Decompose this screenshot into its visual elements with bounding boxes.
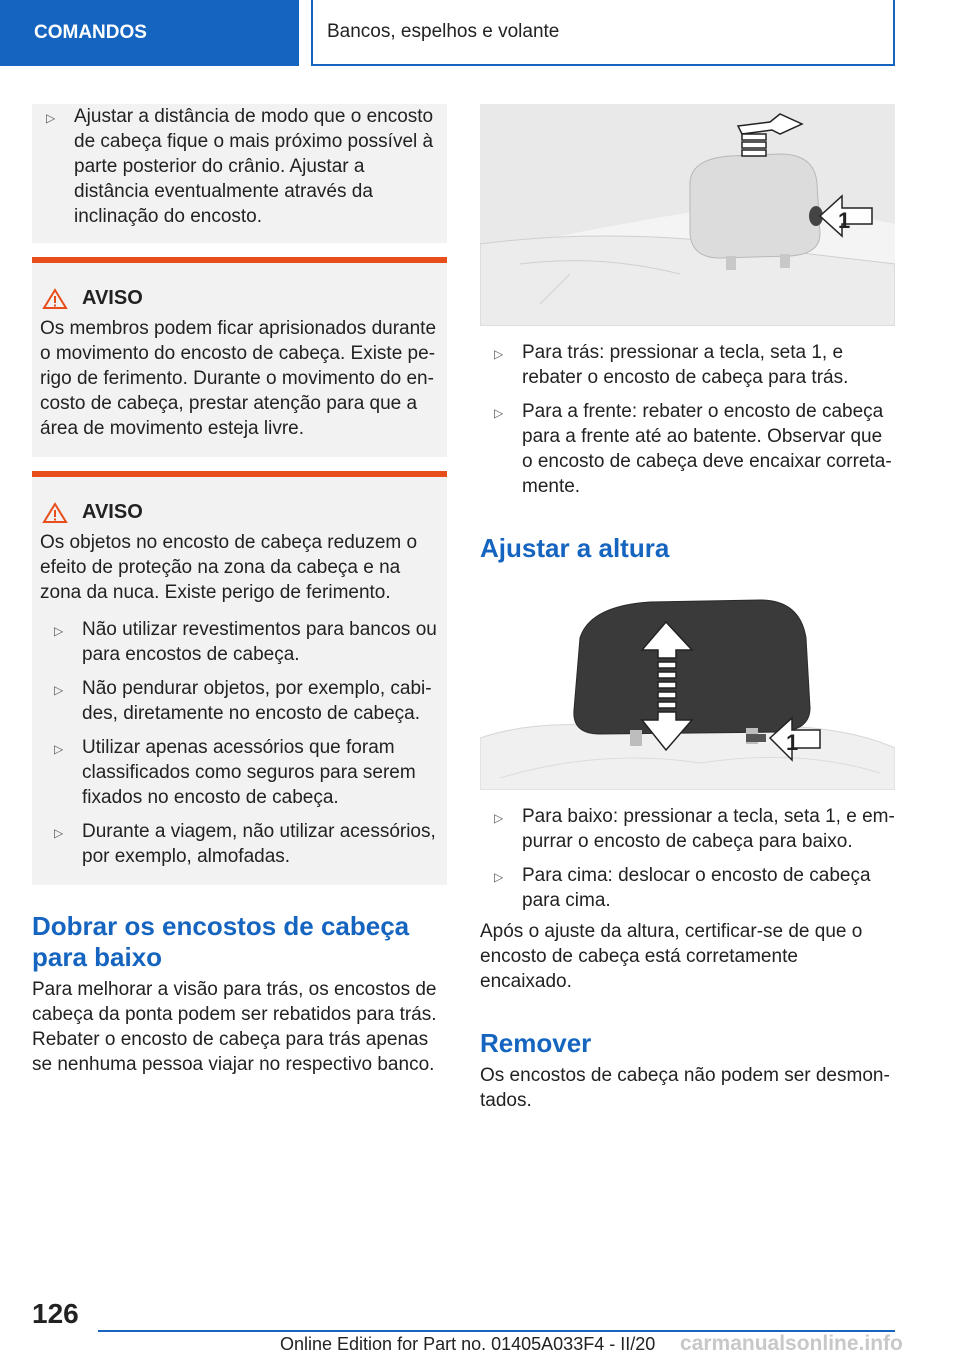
triangle-bullet-icon: ▷ [494, 811, 504, 825]
list-item: ▷ Para baixo: pressionar a tecla, seta 1, e empurrar o encosto de cabeça para baixo. [494, 806, 895, 852]
left-column [32, 104, 447, 1077]
list-item: ▷ Não pendurar objetos, por exemplo, cabides, diretamente no encosto de cabeça. [54, 678, 432, 724]
list-item: ▷ Utilizar apenas acessórios que foram classificados como seguros para serem fixados no encosto de cabeça. [54, 737, 416, 808]
section-heading: Dobrar os encostos de cabeça para baixo [32, 911, 410, 972]
triangle-bullet-icon: ▷ [54, 624, 64, 638]
figure-callout-label: 1 [786, 730, 799, 755]
triangle-bullet-icon: ▷ [54, 742, 64, 756]
list-item: ▷ Não utilizar revestimentos para bancos ou para encostos de cabeça. [54, 619, 437, 665]
watermark: carmanualsonline.info [680, 1332, 903, 1355]
warning-heading: AVISO [40, 287, 439, 310]
warning-triangle-icon [42, 288, 68, 310]
list-item: ▷ Para a frente: rebater o encosto de cabeça para a frente até ao batente. Observar que o encosto de cabeça deve encaixar corretamente. [494, 401, 892, 497]
section-heading: Ajustar a altura [480, 533, 670, 563]
warning-triangle-icon [42, 502, 68, 524]
section-title: COMANDOS [34, 22, 147, 43]
triangle-bullet-icon: ▷ [54, 826, 64, 840]
triangle-bullet-icon: ▷ [54, 683, 64, 697]
chapter-title: Bancos, espelhos e volante [327, 21, 560, 42]
warning-text: Os membros podem ficar aprisionados durante o movimento do encosto de cabeça. Existe perigo de ferimento. Durante o movimento do encosto de cabeça, prestar atenção para que a área de movimento esteja livre. [40, 318, 437, 439]
warning-text: Os objetos no encosto de cabeça reduzem o efeito de proteção na zona da cabeça e na zona da nuca. Existe perigo de ferimento. [40, 532, 418, 603]
list-item: ▷ Ajustar a distância de modo que o encosto de cabeça fique o mais próximo possível à parte posterior do crânio. Ajustar a distância eventualmente através da inclinação do encosto. [46, 106, 434, 227]
list-item: ▷ Durante a viagem, não utilizar acessórios, por exemplo, almofadas. [54, 821, 436, 867]
body-text: Após o ajuste da altura, certificar-se de que o encosto de cabeça está corretamente encaixado. [480, 921, 863, 992]
section-tab [0, 0, 299, 66]
body-text: Os encostos de cabeça não podem ser desmontados. [480, 1065, 890, 1111]
warning-box [32, 471, 447, 885]
headrest-height-illustration [480, 598, 895, 790]
list-item: ▷ Para trás: pressionar a tecla, seta 1, e rebater o encosto de cabeça para trás. [494, 342, 849, 388]
triangle-bullet-icon: ▷ [494, 870, 504, 884]
top-bullet-panel [32, 104, 447, 243]
triangle-bullet-icon: ▷ [494, 406, 504, 420]
headrest-fold-illustration [480, 104, 895, 326]
section-heading: Remover [480, 1028, 592, 1058]
triangle-bullet-icon: ▷ [46, 111, 56, 125]
figure-callout-label: 1 [838, 208, 851, 233]
chapter-header [311, 0, 895, 66]
warning-heading: AVISO [40, 501, 439, 524]
warning-box [32, 257, 447, 457]
triangle-bullet-icon: ▷ [494, 347, 504, 361]
page-number: 126 [32, 1298, 79, 1329]
body-text: Para melhorar a visão para trás, os encostos de cabeça da ponta podem ser rebatidos para trás. Rebater o encosto de cabeça para trás apenas se nenhuma pessoa viajar no respectivo banco. [32, 979, 437, 1075]
list-item: ▷ Para cima: deslocar o encosto de cabeça para cima. [494, 865, 871, 911]
right-column [480, 104, 895, 1113]
edition-text: Online Edition for Part no. 01405A033F4 - II/20 [280, 1334, 656, 1354]
